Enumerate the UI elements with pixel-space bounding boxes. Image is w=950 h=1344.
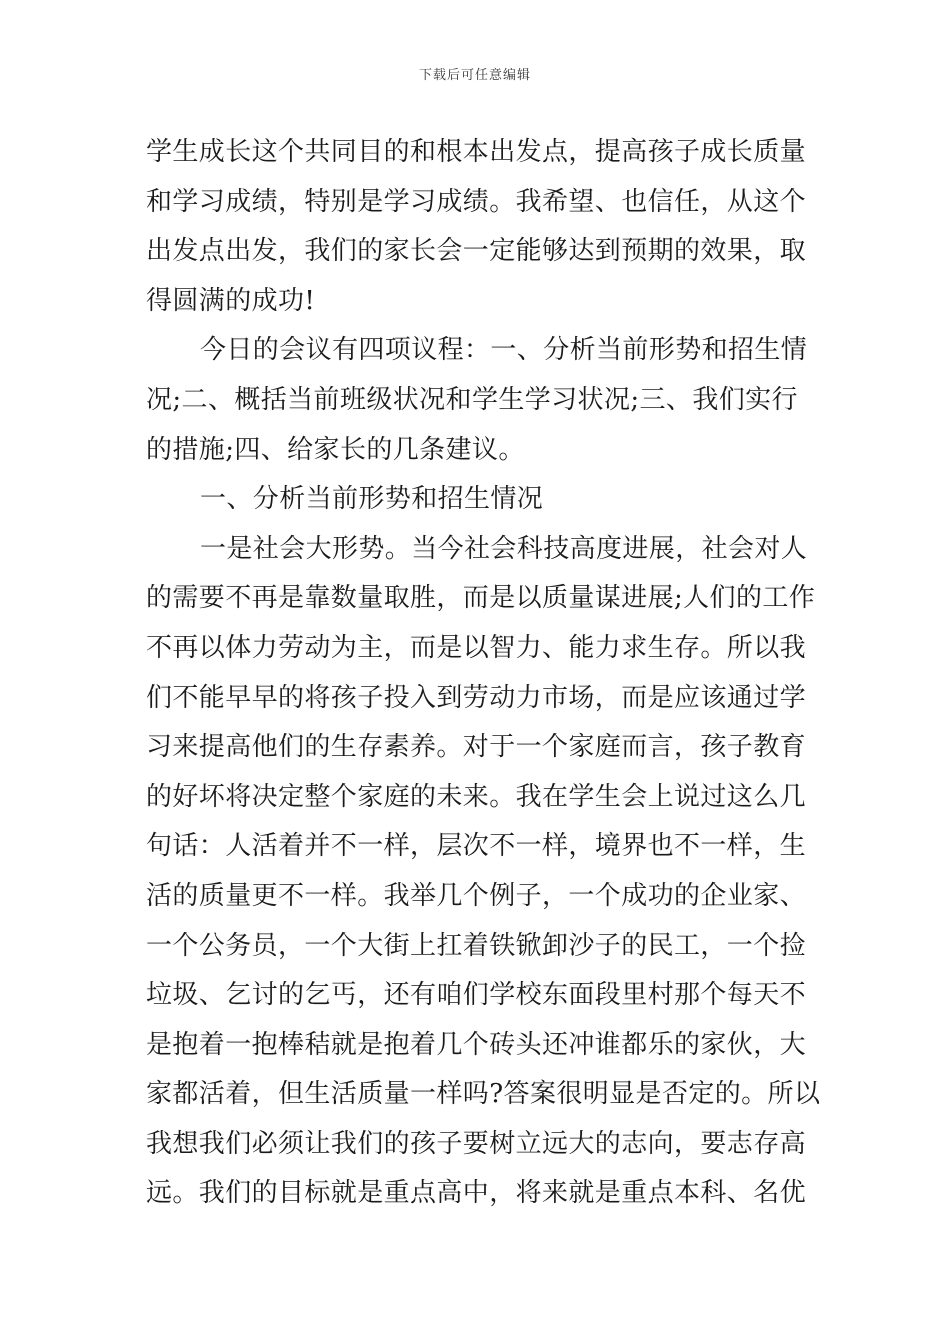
text-line: 我想我们必须让我们的孩子要树立远大的志向，要志存高 (146, 1128, 807, 1159)
text-line: 句话：人活着并不一样，层次不一样，境界也不一样，生 (146, 831, 807, 862)
text-line: 学生成长这个共同目的和根本出发点，提高孩子成长质量 (146, 137, 807, 167)
text-line: 的措施;四、给家长的几条建议。 (146, 434, 525, 465)
text-line: 况;二、概括当前班级状况和学生学习状况;三、我们实行 (146, 384, 798, 415)
text-line: 远。我们的目标就是重点高中，将来就是重点本科、名优 (146, 1178, 807, 1209)
text-line: 是抱着一抱棒秸就是抱着几个砖头还冲谁都乐的家伙，大 (146, 1029, 807, 1060)
text-line: 一是社会大形势。当今社会科技高度进展，社会对人 (200, 533, 808, 564)
text-line: 习来提高他们的生存素养。对于一个家庭而言，孩子教育 (146, 732, 807, 763)
section-heading: 一、分析当前形势和招生情况 (200, 484, 544, 515)
text-line: 和学习成绩，特别是学习成绩。我希望、也信任，从这个 (146, 186, 807, 217)
text-line: 的需要不再是靠数量取胜，而是以质量谋进展;人们的工作 (146, 583, 816, 614)
text-line: 不再以体力劳动为主，而是以智力、能力求生存。所以我 (146, 632, 807, 663)
text-line: 的好坏将决定整个家庭的未来。我在学生会上说过这么几 (146, 781, 807, 812)
text-line: 家都活着，但生活质量一样吗?答案很明显是否定的。所以 (146, 1079, 821, 1110)
text-line: 出发点出发，我们的家长会一定能够达到预期的效果，取 (146, 236, 807, 267)
page-header: 下载后可任意编辑 (418, 68, 531, 83)
text-line: 得圆满的成功! (146, 285, 316, 316)
text-line: 一个公务员，一个大街上扛着铁锨卸沙子的民工，一个捡 (146, 930, 807, 961)
text-line: 垃圾、乞讨的乞丐，还有咱们学校东面段里村那个每天不 (146, 980, 807, 1011)
text-line: 们不能早早的将孩子投入到劳动力市场，而是应该通过学 (146, 682, 807, 713)
text-line: 活的质量更不一样。我举几个例子，一个成功的企业家、 (146, 880, 807, 911)
text-line: 今日的会议有四项议程：一、分析当前形势和招生情 (200, 335, 808, 366)
document-body (146, 128, 821, 1219)
